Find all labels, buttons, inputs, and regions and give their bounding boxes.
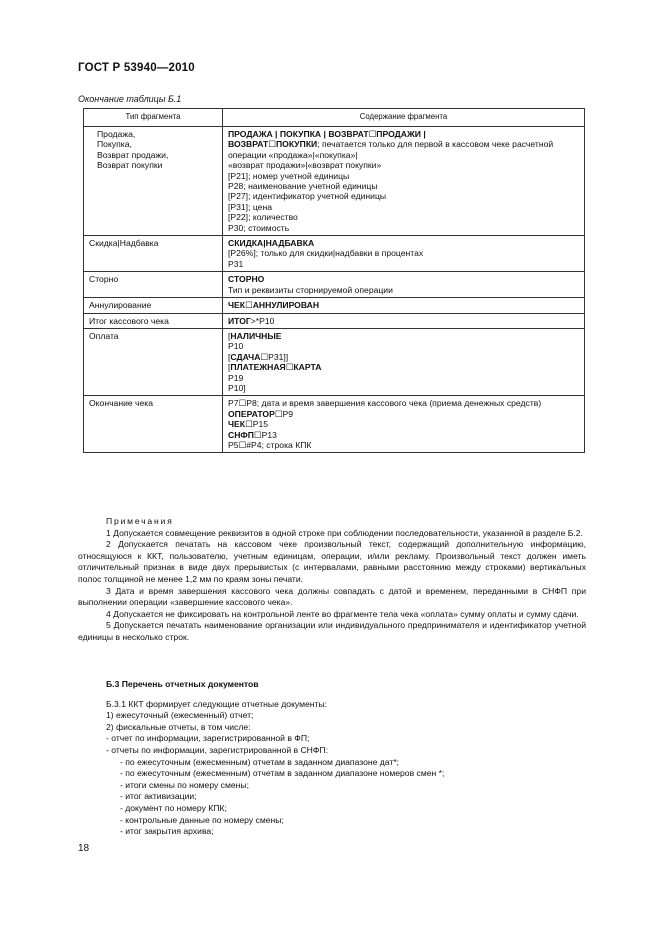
content-line: [P21]; номер учетной единицы [228,170,350,181]
note-item: 3 Дата и время завершения кассового чека должны совпадать с датой и временем, переданными в СНФП при выполнении операции «завершение кассового чека». [78,585,586,608]
type-line: Покупка, [97,139,132,150]
content-bold: СНФП☐ [228,429,262,440]
content-text: [ [228,362,231,373]
content-line: [P26%]; только для скидки|надбавки в процентах [228,248,424,259]
content-text: ; печатается только для первой в кассовом чеке расчетной операции «продажа»|«покупка»| [228,139,554,160]
table-row [84,313,585,328]
sub-list-item: - по ежесуточным (ежесменным) отчетам в заданном диапазоне номеров смен *; [120,768,445,779]
fragment-content-cell [223,313,585,328]
section-paragraph: Б.3.1 ККТ формирует следующие отчетные документы: [106,698,328,709]
table-row [84,328,585,395]
fragment-content-cell [223,396,585,453]
content-text: [ [228,330,231,341]
sub-list-item: - по ежесуточным (ежесменным) отчетам в заданном диапазоне дат*; [120,756,400,767]
content-line [228,409,579,419]
note-item: 5 Допускается печатать наименование организации или индивидуального предпринимателя и идентификатор учетной единицы в несколько строк. [78,620,586,642]
sub-list-item: - итог закрытия архива; [120,826,214,837]
fragment-type-cell: Аннулирование [84,298,223,313]
col-header-type: Тип фрагмента [84,109,223,127]
content-line: Тип и реквизиты сторнируемой операции [228,284,393,295]
fragments-table [83,108,585,453]
content-text: P15 [252,419,269,430]
table-row [84,236,585,272]
content-line: P7☐P8; дата и время завершения кассового чека (приема денежных средств) [228,398,542,409]
list-item: - отчеты по информации, зарегистрированной в СНФП: [106,744,328,755]
col-header-content: Содержание фрагмента [223,109,585,127]
fragment-content-cell [223,298,585,313]
fragment-type-cell [84,127,223,236]
list-item: 2) фискальные отчеты, в том числе: [106,721,251,732]
content-text: P31]] [268,351,289,362]
document-header: ГОСТ Р 53940—2010 [78,62,195,74]
content-text: >*P10 [250,315,275,326]
fragment-content-cell [223,127,585,236]
sub-list-item: - контрольные данные по номеру смены; [120,814,284,825]
page-number: 18 [78,843,90,854]
content-line: P30; стоимость [228,222,290,233]
content-line: P5☐#P4; строка КПК [228,439,312,450]
content-line: P28; наименование учетной единицы [228,181,378,192]
fragment-content-cell [223,272,585,298]
content-bold: ПЛАТЕЖНАЯ☐КАРТА [230,362,322,373]
note-item: 1 Допускается совмещение реквизитов в одной строке при соблюдении последовательности, указанной в разделе Б.2. [106,527,583,538]
content-line: P10] [228,382,246,393]
content-line [228,352,579,362]
table-caption: Окончание таблицы Б.1 [78,94,182,104]
content-text: [ [228,351,231,362]
table-row [84,298,585,313]
fragment-content-cell [223,236,585,272]
content-line: СТОРНО [228,274,265,285]
fragment-type-cell: Скидка|Надбавка [84,236,223,272]
type-line: Возврат покупки [97,160,163,171]
content-bold: НАЛИЧНЫЕ [230,330,282,341]
type-line: Продажа, [97,129,136,139]
notes-heading: Примечания [106,516,174,526]
fragment-type-cell: Оплата [84,328,223,395]
content-line: P10 [228,341,244,352]
table-row [84,396,585,453]
note-item: 2 Допускается печатать на кассовом чеке произвольный текст, содержащий дополнительную информацию, относящуюся к ККТ, пользователю, учетным единицам, операции, и/или рекламу. Произвольный текст должен иметь отличительный признак в виде двух прерывистых (с интервалами, равными расстоянию между строками) вертикальных полос толщиной не менее 1,2 мм по краям зоны печати. [78,539,586,584]
content-line: [P27]; идентификатор учетной единицы [228,191,387,202]
sub-list-item: - документ по номеру КПК; [120,802,227,813]
fragment-type-cell: Итог кассового чека [84,313,223,328]
content-bold: ВОЗВРАТ☐ПОКУПКИ [228,139,318,150]
note-item: 4 Допускается не фиксировать на контрольной ленте во фрагменте тела чека «оплата» сумму оплаты и сумму сдачи. [106,608,579,619]
content-line [228,316,579,326]
content-line: [P31]; цена [228,201,272,212]
fragment-content-cell [223,328,585,395]
fragment-type-cell: Сторно [84,272,223,298]
content-line: [P22]; количество [228,212,298,223]
content-line: «возврат продажи»|«возврат покупки» [228,160,382,171]
content-text: P13 [261,429,277,440]
content-line: P31 [228,258,244,269]
content-line: ПРОДАЖА | ПОКУПКА | ВОЗВРАТ☐ПРОДАЖИ | [228,129,426,139]
content-bold: ЧЕК☐ [228,419,253,430]
table-row [84,127,585,236]
section-title: Б.3 Перечень отчетных документов [106,679,259,689]
table-row [84,272,585,298]
content-bold: ИТОГ [228,315,251,326]
list-item: 1) ежесуточный (ежесменный) отчет; [106,710,254,721]
content-line [228,331,579,341]
section-b3 [78,679,586,838]
sub-list-item: - итог активизации; [120,791,197,802]
content-line [228,419,579,429]
list-item: - отчет по информации, зарегистрированной в ФП; [106,733,310,744]
fragment-type-cell: Окончание чека [84,396,223,453]
type-line: Возврат продажи, [97,149,169,160]
notes-block [78,516,586,644]
table-header-row [84,109,585,127]
content-bold: СДАЧА☐ [230,351,269,362]
content-line [228,362,579,372]
content-line: ЧЕК☐АННУЛИРОВАН [228,300,320,311]
content-text: P9 [282,408,294,419]
sub-list-item: - итоги смены по номеру смены; [120,779,249,790]
content-line: P19 [228,372,244,383]
content-line: СКИДКА|НАДБАВКА [228,238,315,249]
content-line [228,430,579,440]
content-bold: ОПЕРАТОР☐ [228,408,283,419]
content-line [228,139,579,160]
